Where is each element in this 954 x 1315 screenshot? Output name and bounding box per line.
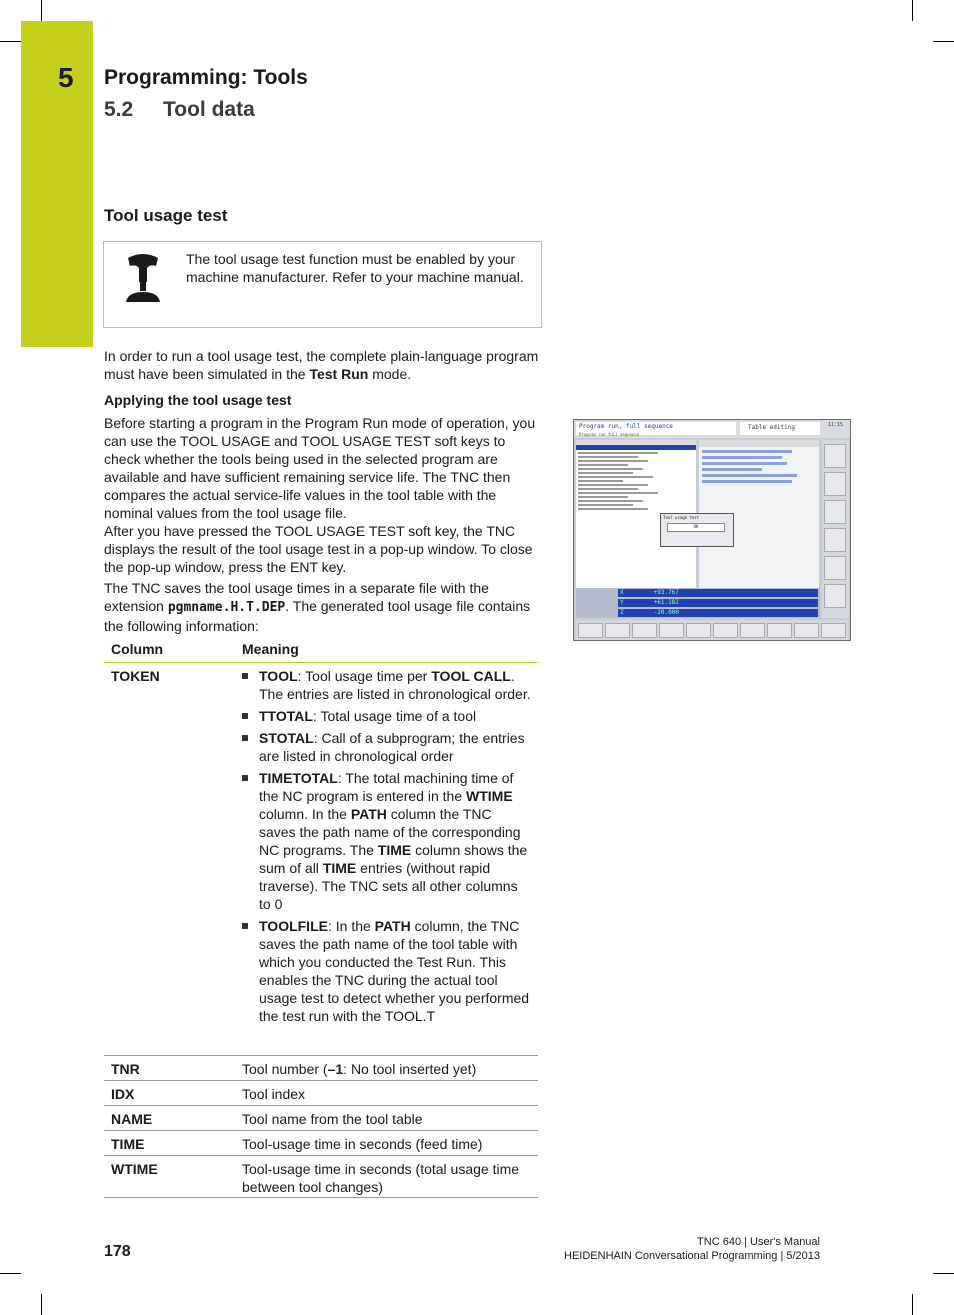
mode-right-title: Table editing — [748, 424, 795, 431]
paragraph: The TNC saves the tool usage times in a separate file with the extension pgmname.H.T.DEP. The generated tool usage file contains the following information: — [104, 580, 531, 634]
popup-ok[interactable]: OK — [667, 523, 725, 532]
code-line — [578, 484, 648, 486]
code-line — [578, 488, 638, 490]
list-item: TIMETOTAL: The total machining time of the NC program is entered in the WTIME column. In the PATH column the TNC saves the path name of the corresponding NC programs. The TIME column shows the sum of all TIME entries (without rapid traverse). The TNC sets all other columns to 0 — [242, 769, 532, 913]
code-line — [578, 460, 648, 462]
softkey[interactable] — [794, 623, 819, 638]
footer — [564, 1235, 820, 1263]
status-line — [702, 468, 762, 471]
code-line — [578, 476, 653, 478]
clock: 11:15 — [828, 422, 844, 428]
list-item: TTOTAL: Total usage time of a tool — [242, 707, 532, 725]
list-item: TOOL: Tool usage time per TOOL CALL. The entries are listed in chronological order. — [242, 667, 532, 703]
mode-right — [740, 422, 820, 435]
subheading: Applying the tool usage test — [104, 392, 292, 408]
crop-mark — [41, 1294, 42, 1315]
row-value: Tool number (–1: No tool inserted yet) — [242, 1061, 477, 1077]
list-item: STOTAL: Call of a subprogram; the entries are listed in chronological order — [242, 729, 532, 765]
status-line — [702, 450, 792, 453]
code-line — [578, 496, 628, 498]
section-number: 5.2 — [104, 98, 134, 121]
side-softkey[interactable] — [824, 472, 846, 496]
crop-mark — [0, 41, 21, 42]
table-row — [104, 1156, 538, 1198]
row-value: Tool index — [242, 1086, 306, 1102]
row-key: WTIME — [111, 1161, 158, 1177]
code-line — [578, 464, 628, 466]
chapter-title: Programming: Tools — [104, 66, 308, 89]
machine-manufacturer-icon — [122, 252, 164, 308]
axis-row — [618, 609, 818, 617]
table-row — [104, 1106, 538, 1131]
softkey[interactable] — [713, 623, 738, 638]
code-line — [578, 504, 633, 506]
side-softkey[interactable] — [824, 444, 846, 468]
code-line — [578, 472, 633, 474]
status-line — [702, 456, 782, 459]
code-line — [578, 452, 658, 454]
note-text: The tool usage test function must be enabled by your machine manufacturer. Refer to your machine manual. — [186, 251, 524, 285]
row-key: TNR — [111, 1061, 140, 1077]
status-tabs — [699, 440, 819, 447]
softkey[interactable] — [686, 623, 711, 638]
code-line — [578, 492, 658, 494]
status-line — [702, 480, 792, 483]
table-row — [104, 663, 538, 1056]
crop-mark — [933, 41, 954, 42]
bullet-list — [242, 667, 532, 1029]
tnc-screenshot — [573, 419, 851, 641]
mode-left — [576, 422, 736, 435]
code-line — [578, 468, 643, 470]
row-key: NAME — [111, 1111, 153, 1127]
crop-mark — [912, 1294, 913, 1315]
mode-left-sub: Program run full sequence — [579, 432, 640, 437]
popup-title: Tool usage test — [663, 515, 700, 520]
crop-mark — [41, 0, 42, 21]
axis-value: +93.767 — [653, 589, 679, 596]
row-value: Tool-usage time in seconds (feed time) — [242, 1136, 483, 1152]
side-softkeys — [822, 440, 849, 618]
paragraph: Before starting a program in the Program Run mode of operation, you can use the TOOL USAGE and TOOL USAGE TEST soft keys to check whether the tools being used in the selected program are available and have sufficient remaining service life. The TNC then compares the actual service-life values in the tool table with the nominal values from the tool usage file. — [104, 415, 536, 521]
side-softkey[interactable] — [824, 584, 846, 608]
softkey[interactable] — [605, 623, 630, 638]
code-line — [578, 456, 638, 458]
row-key: IDX — [111, 1086, 135, 1102]
softkey[interactable] — [578, 623, 603, 638]
code-line — [578, 480, 623, 482]
code-line — [578, 500, 643, 502]
axis-value: +61.182 — [653, 599, 679, 606]
axis-value: -20.000 — [653, 609, 679, 616]
softkey[interactable] — [740, 623, 765, 638]
page-number: 178 — [104, 1243, 131, 1260]
chapter-number: 5 — [58, 62, 74, 93]
current-block — [576, 445, 696, 450]
paragraph: After you have pressed the TOOL USAGE TEST soft key, the TNC displays the result of the tool usage test in a pop-up window. To close the pop-up window, press the ENT key. — [104, 523, 533, 575]
page-heading: Tool usage test — [104, 206, 228, 225]
section-title: Tool data — [163, 98, 255, 121]
intro-paragraph: In order to run a tool usage test, the complete plain-language program must have been simulated in the Test Run mode. — [104, 348, 539, 382]
column-header: Meaning — [242, 641, 299, 657]
tool-usage-popup — [660, 513, 734, 547]
softkey[interactable] — [767, 623, 792, 638]
position-display — [576, 588, 820, 618]
status-line — [702, 474, 797, 477]
status-line — [702, 462, 787, 465]
chapter-tab — [21, 21, 93, 347]
table-header — [104, 640, 538, 663]
side-softkey[interactable] — [824, 556, 846, 580]
row-key: TOKEN — [111, 668, 160, 684]
side-softkey[interactable] — [824, 528, 846, 552]
axis-row — [618, 599, 818, 607]
footer-line: HEIDENHAIN Conversational Programming | 5/2013 — [564, 1250, 820, 1262]
softkey[interactable] — [632, 623, 657, 638]
softkey-bar — [576, 620, 848, 640]
code-line — [578, 508, 648, 510]
side-softkey[interactable] — [824, 500, 846, 524]
softkey[interactable] — [659, 623, 684, 638]
note-box — [103, 241, 542, 328]
crop-mark — [0, 1273, 21, 1274]
row-value: Tool-usage time in seconds (total usage time between tool changes) — [242, 1161, 520, 1195]
row-value: Tool name from the tool table — [242, 1111, 423, 1127]
table-row — [104, 1131, 538, 1156]
column-header: Column — [111, 641, 164, 657]
softkey[interactable] — [821, 623, 846, 638]
mode-left-title: Program run, full sequence — [579, 423, 673, 430]
axis-label: Z — [620, 609, 624, 616]
list-item: TOOLFILE: In the PATH column, the TNC saves the path name of the tool table with which you conducted the Test Run. This enables the TNC during the actual tool usage test to detect whether you performed the test run with the TOOL.T — [242, 917, 532, 1025]
crop-mark — [912, 0, 913, 21]
axis-label: X — [620, 589, 624, 596]
crop-mark — [933, 1273, 954, 1274]
table-row — [104, 1081, 538, 1106]
row-key: TIME — [111, 1136, 145, 1152]
footer-line: TNC 640 | User's Manual — [697, 1236, 820, 1248]
axis-label: Y — [620, 599, 624, 606]
table-row — [104, 1056, 538, 1081]
axis-row — [618, 589, 818, 597]
